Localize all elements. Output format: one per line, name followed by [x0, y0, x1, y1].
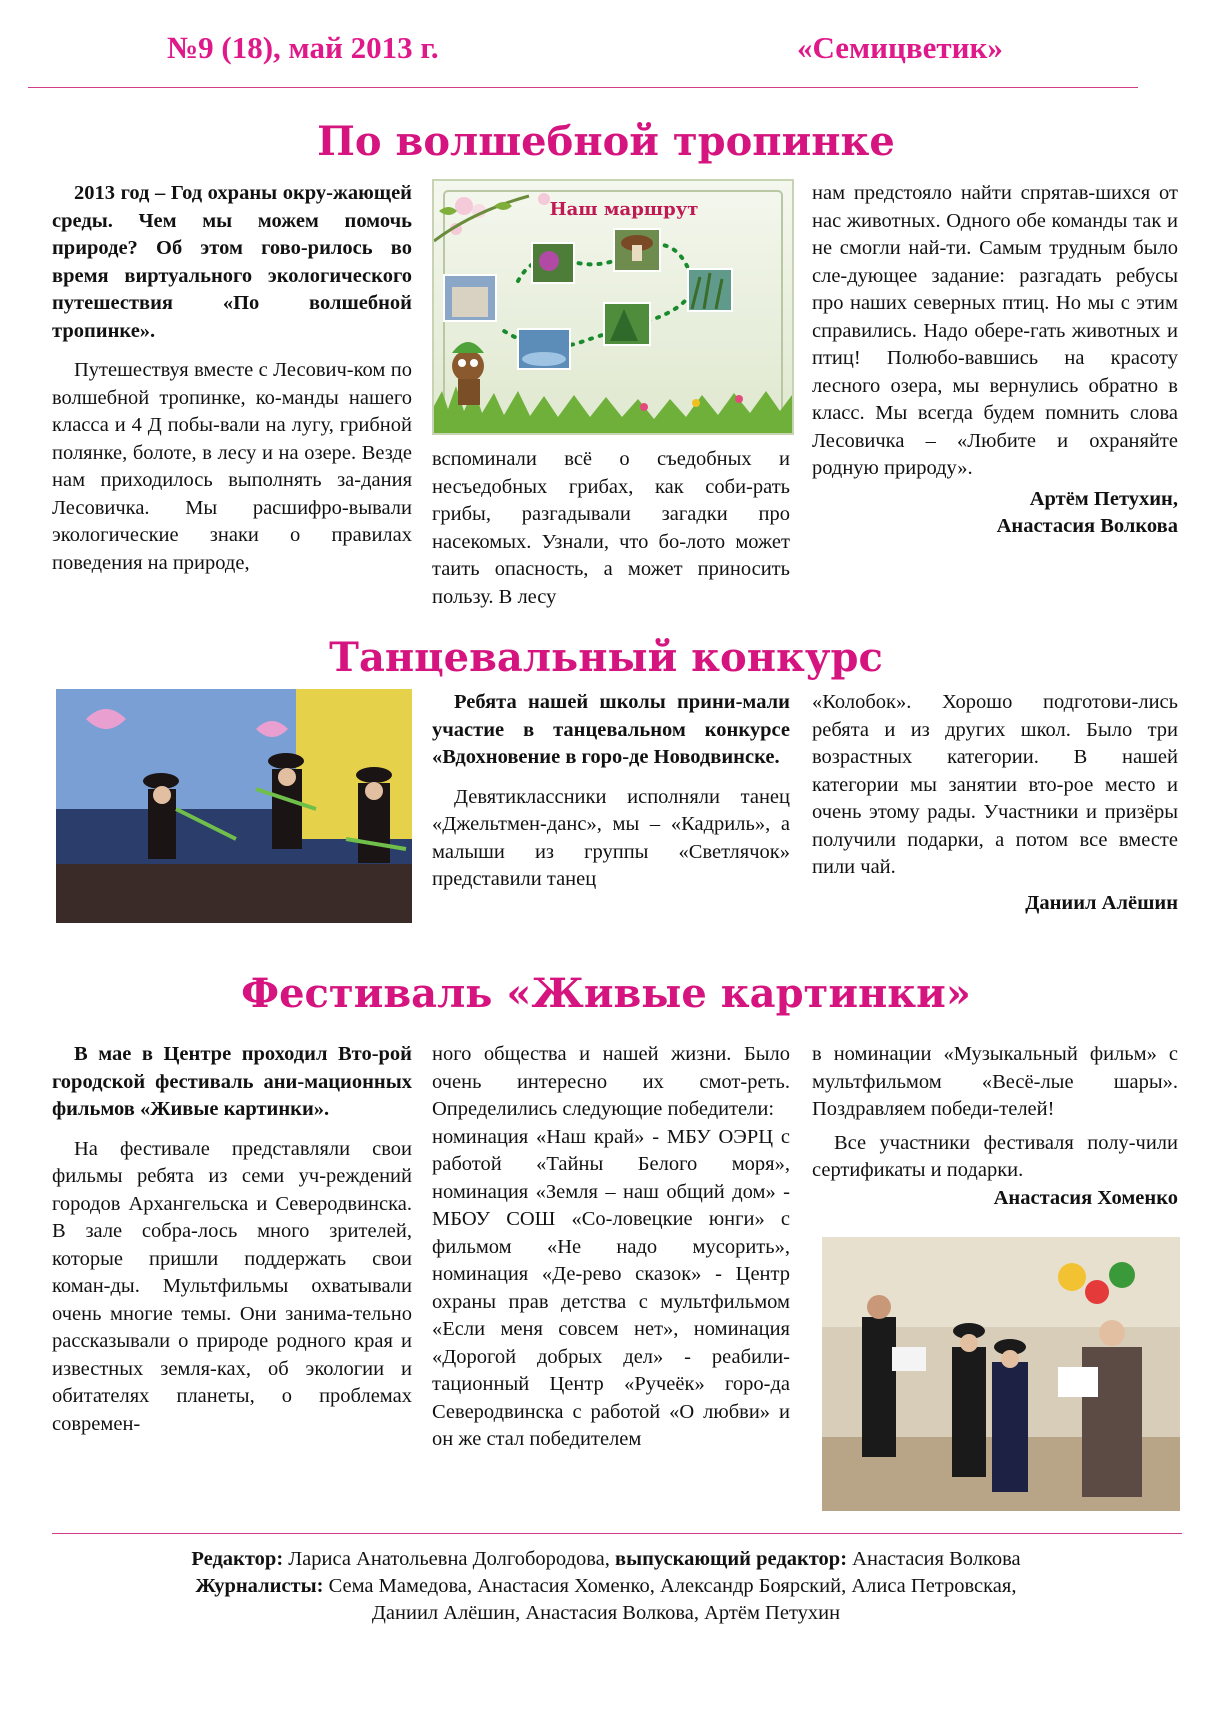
article3-lead: В мае в Центре проходил Вто-рой городской фестиваль ани-мационных фильмов «Живые картинки». [52, 1043, 412, 1120]
footer-divider [52, 1533, 1182, 1534]
article2-col3 [812, 689, 1178, 917]
article2-col3-text: «Колобок». Хорошо подготови-лись ребята и из других школ. Было три возрастных категории. В нашей категории мы занятии вто-рое место и очень этому рады. Участники и призёры получили подарки, а потом все вместе пили чай. [812, 691, 1178, 878]
article1-author2: Анастасия Волкова [996, 515, 1178, 537]
slide-title: Наш маршрут [549, 199, 699, 220]
article1-col2 [432, 446, 790, 611]
newspaper-name: «Семицветик» [797, 30, 1003, 65]
article1-col1-text: Путешествуя вместе с Лесович-ком по волшебной тропинке, ко-манды нашего класса и 4 Д побы-вали на лугу, грибной полянке, болоте, в лесу и на озере. Везде нам приходилось выполнять за-дания Лесовичка. Мы расшифро-вывали экологические знаки о правилах поведения на природе, [52, 359, 412, 574]
dance-photo-graphic [56, 689, 412, 923]
header-divider [28, 87, 1138, 88]
credits-line1 [0, 1546, 1212, 1573]
article1-lead: 2013 год – Год охраны окру-жающей среды. Чем мы можем помочь природе? Об этом гово-рилось во время виртуального экологического путешествия «По волшебной тропинке». [52, 182, 412, 342]
lesovichok-character [452, 350, 484, 382]
editor-name: Лариса Анатольевна Долгобородова, [288, 1548, 610, 1570]
editor-label: Редактор: [191, 1548, 284, 1570]
article3-col3-text: в номинации «Музыкальный фильм» с мультфильмом «Весё-лые шары». Поздравляем победи-телей! [812, 1043, 1178, 1120]
article3-col3-text2: Все участники фестиваля полу-чили сертификаты и подарки. [812, 1131, 1178, 1181]
route-slide-image [432, 179, 794, 435]
release-editor-label: выпускающий редактор: [615, 1548, 848, 1570]
article3-col2 [432, 1041, 790, 1454]
journalists-names-1: Сема Мамедова, Анастасия Хоменко, Александр Боярский, Алиса Петровская, [328, 1575, 1017, 1597]
route-slide-graphic [434, 181, 792, 433]
article1-col1 [52, 180, 412, 577]
article3-title: Фестиваль «Живые картинки» [241, 970, 971, 1017]
article2-title: Танцевальный конкурс [329, 634, 883, 681]
credits-line3 [0, 1600, 1212, 1627]
credits-line2 [0, 1573, 1212, 1600]
article1-col2-text: вспоминали всё о съедобных и несъедобных грибах, как соби-рать грибы, разгадывали загадки про насекомых. Узнали, что бо-лото может таить опасность, а может приносить пользу. В лесу [432, 448, 790, 608]
issue-number: №9 (18), май 2013 г. [167, 30, 439, 65]
article2-lead: Ребята нашей школы прини-мали участие в танцевальном конкурсе «Вдохновение в горо-де Новодвинске. [432, 691, 790, 768]
article1-title: По волшебной тропинке [317, 118, 895, 165]
festival-photo-graphic [822, 1237, 1180, 1511]
article2-col2 [432, 689, 790, 894]
article3-col1-text: На фестивале представляли свои фильмы ребята из семи уч-реждений городов Архангельска и Северодвинска. В зале собра-лось много зрителей, которые пришли поддержать свои коман-ды. Мультфильмы охватывали очень многие темы. Они занима-тельно рассказывали о природе родного края и известных земля-ках, об экологии и обитателях планеты, о проблемах современ- [52, 1137, 412, 1435]
journalists-label: Журналисты: [195, 1575, 324, 1597]
article1-author1: Артём Петухин, [1029, 487, 1178, 510]
festival-photo [822, 1237, 1180, 1511]
release-editor-name: Анастасия Волкова [852, 1548, 1021, 1570]
article1-col3-text: нам предстояло найти спрятав-шихся от нас животных. Одного обе команды так и не смогли най-ти. Самым трудным было сле-дующее задание: разгадать ребусы про наших северных птиц. Но мы с этим справились. Надо обере-гать животных и птиц! Полюбо-вавшись на красоту лесного озера, мы вернулись обратно в класс. Мы всегда будем помнить слова Лесовичка – «Любите и охраняйте родную природу». [812, 182, 1178, 479]
article3-col2-text: ного общества и нашей жизни. Было очень интересно их смот-реть. Определились следующие победители: [432, 1043, 790, 1120]
article3-col2-text2: номинация «Наш край» - МБУ ОЭРЦ с работой «Тайны Белого моря», номинация «Земля – наш общий дом» - МБОУ СОШ «Со-ловецкие юнги» с фильмом «Не надо мусорить», номинация «Де-рево сказок» - Центр охраны прав детства с мультфильмом «Если меня совсем нет», номинация «Дорогой добрых дел» - реабили-тационный Центр «Ручеёк» горо-да Северодвинска с работой «О любви» и он же стал победителем [432, 1125, 790, 1450]
article2-author: Даниил Алёшин [1025, 891, 1178, 914]
article1-col3 [812, 180, 1178, 541]
journalists-names-2: Даниил Алёшин, Анастасия Волкова, Артём Петухин [371, 1602, 841, 1624]
article3-author: Анастасия Хоменко [993, 1186, 1178, 1209]
dance-contest-photo [56, 689, 412, 923]
article3-col1 [52, 1041, 412, 1438]
article3-col3 [812, 1041, 1178, 1212]
article2-col2-text: Девятиклассники исполняли танец «Джельтмен-данс», мы – «Кадриль», а малыши из группы «Светлячок» представили танец [432, 785, 790, 890]
